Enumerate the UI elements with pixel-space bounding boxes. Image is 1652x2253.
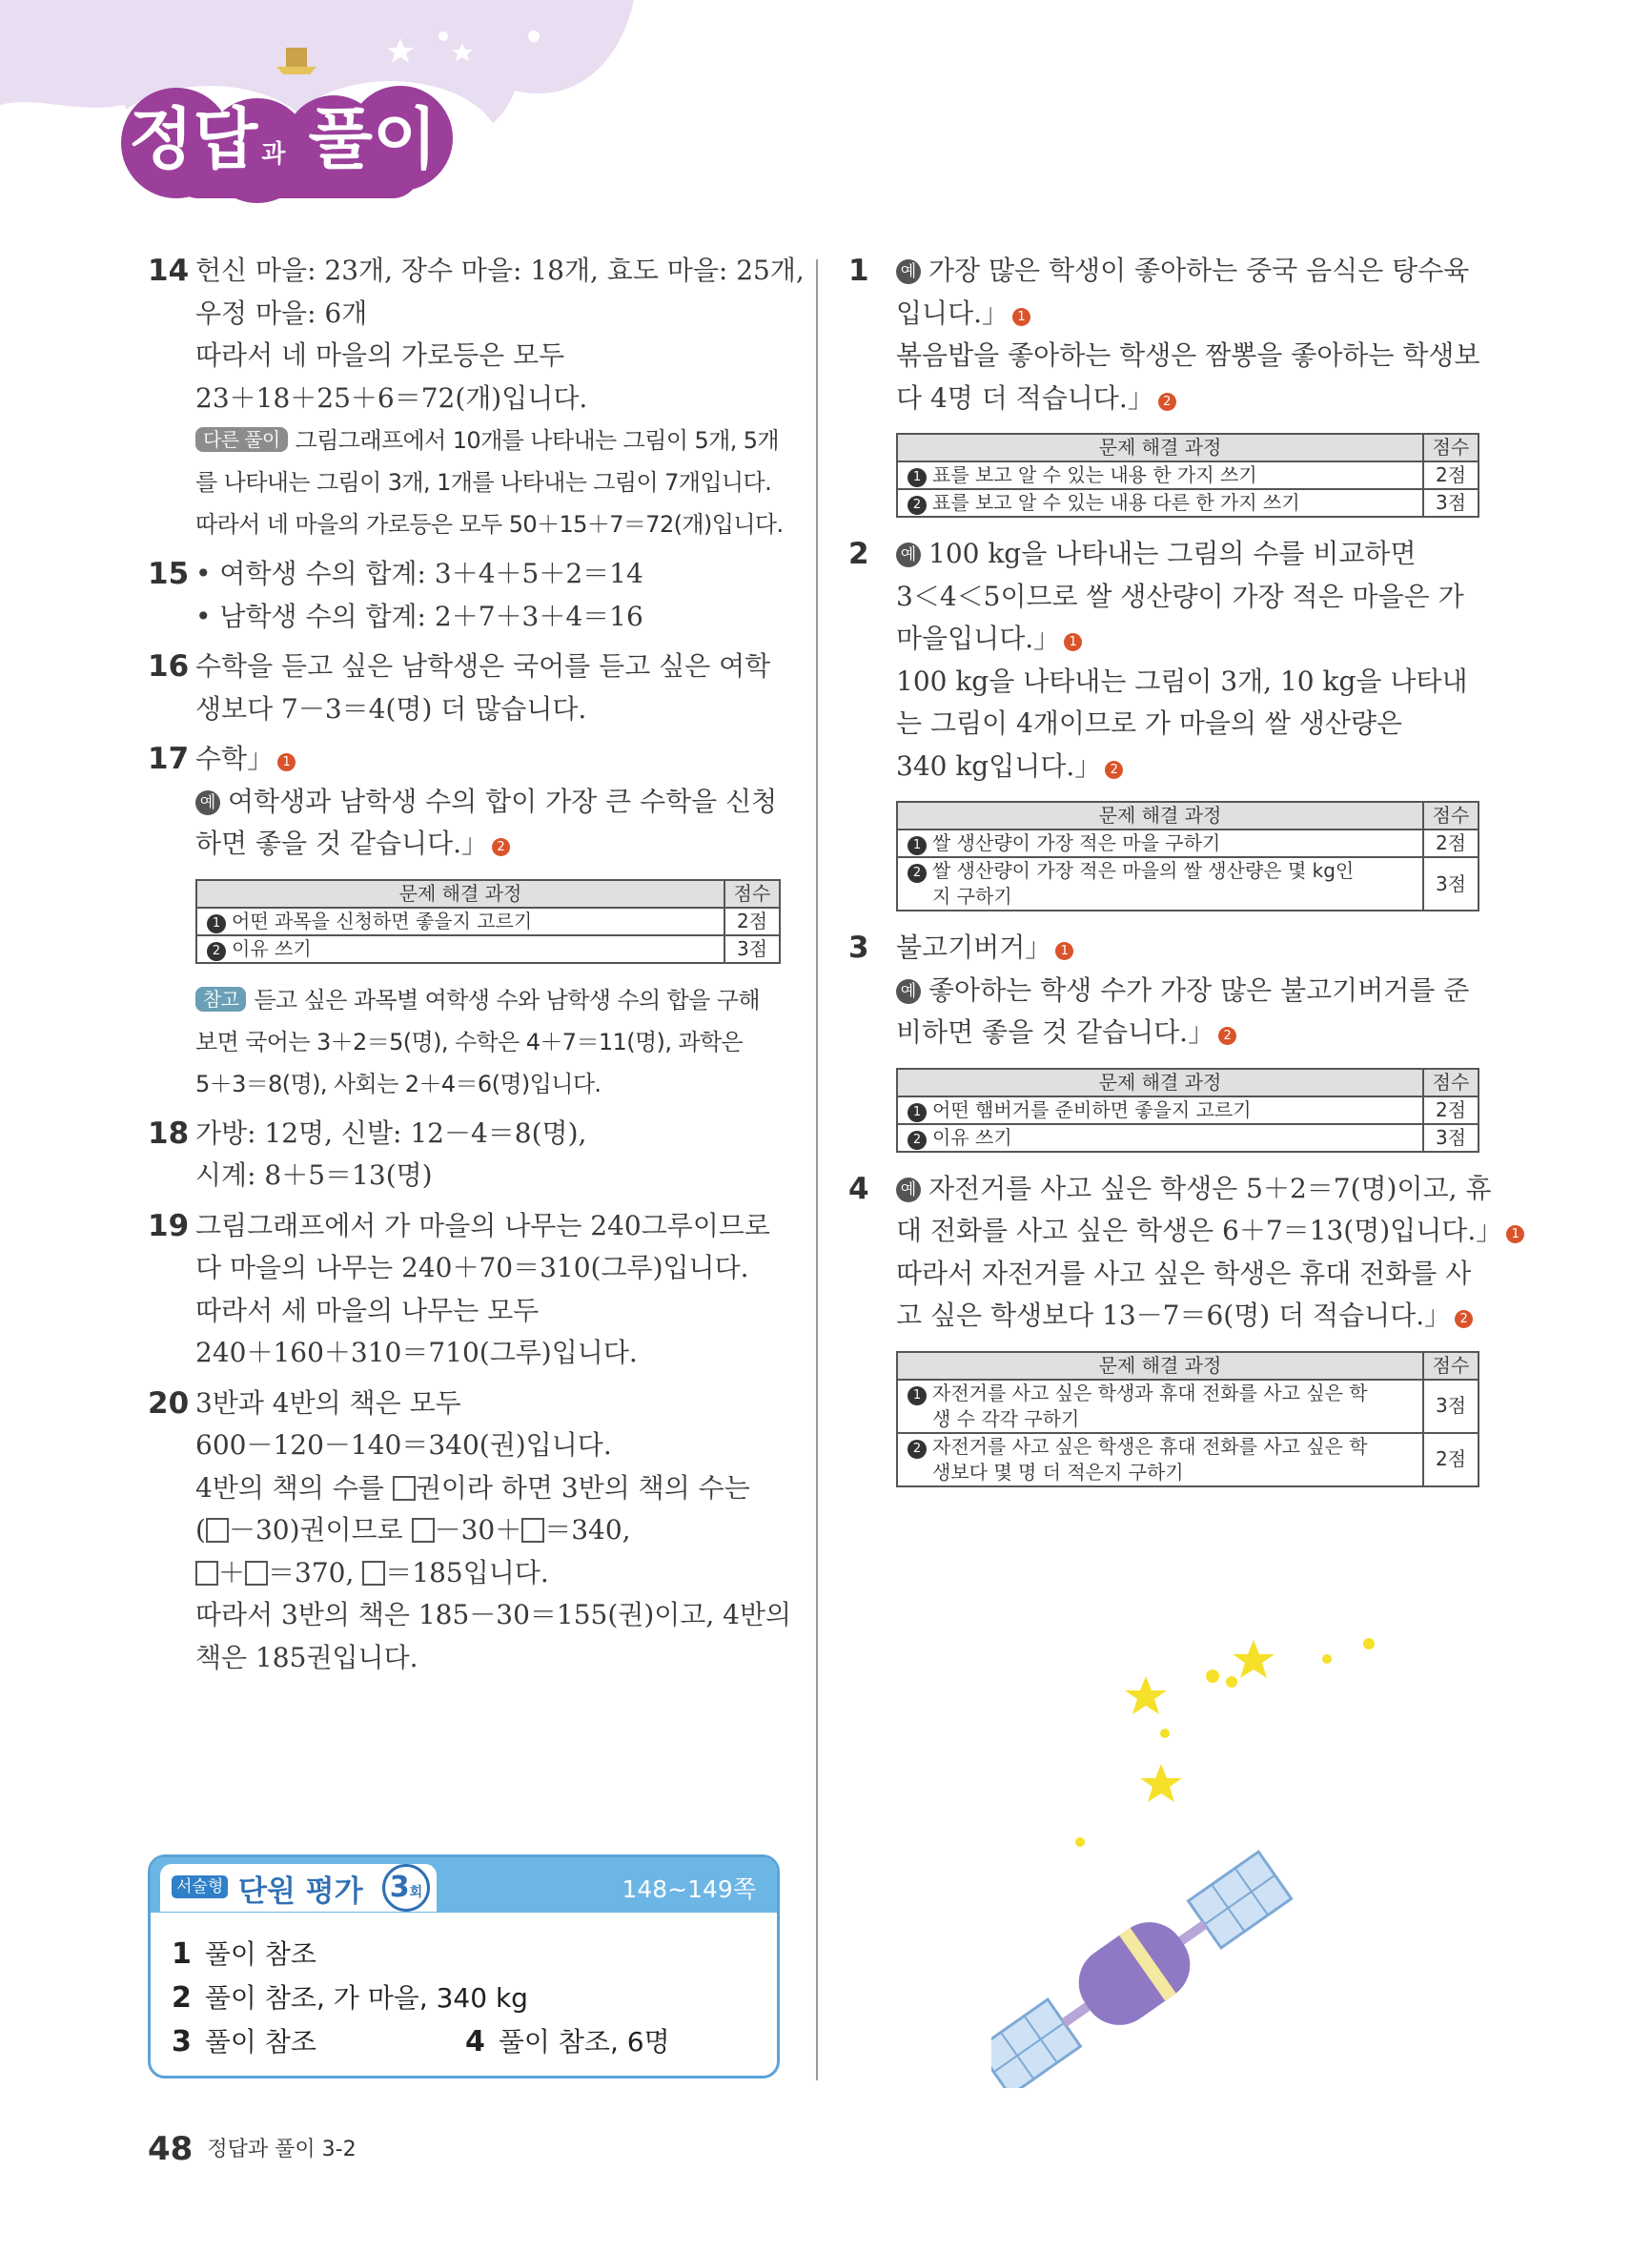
score-cell: 2점 xyxy=(1423,1433,1479,1486)
criterion-mark-1: 1 xyxy=(277,753,296,771)
unit-evaluation-header xyxy=(151,1857,777,1913)
header-process: 문제 해결 과정 xyxy=(196,880,724,908)
text: 권이라 하면 3반의 책의 수는 xyxy=(415,1471,750,1504)
answer-text: 풀이 참조, 가 마을, 340 kg xyxy=(204,1982,528,2014)
step-text: 생 수 각각 구하기 xyxy=(932,1406,1080,1430)
text: ＋ xyxy=(218,1556,246,1588)
note-line: 5＋3＝8(명), 사회는 2＋4＝6(명)입니다. xyxy=(195,1070,602,1097)
text-line: 는 그림이 4개이므로 가 마을의 쌀 생산량은 xyxy=(896,707,1403,739)
problem-16 xyxy=(148,645,785,730)
step-number-icon: 2 xyxy=(207,942,226,961)
step-number-icon: 2 xyxy=(908,1131,927,1150)
step-number-icon: 1 xyxy=(908,1103,927,1122)
round-badge xyxy=(382,1864,430,1912)
note-tag: 참고 xyxy=(195,987,246,1012)
example-icon: 예 xyxy=(896,1178,921,1202)
page-range: 148~149쪽 xyxy=(622,1875,756,1903)
step-text: 쌀 생산량이 가장 적은 마을의 쌀 생산량은 몇 kg인 xyxy=(932,859,1355,882)
text-line xyxy=(195,1552,785,1595)
satellite-stars-decoration xyxy=(991,1583,1420,2088)
text: ＝370, xyxy=(268,1556,363,1588)
text-line xyxy=(896,250,1482,293)
page-number: 48 xyxy=(148,2130,194,2168)
text-line: 따라서 자전거를 사고 싶은 학생은 휴대 전화를 사 xyxy=(896,1257,1472,1289)
text: －30)권이므로 xyxy=(228,1514,412,1546)
unit-evaluation-box xyxy=(148,1854,780,2079)
step-text: 자전거를 사고 싶은 학생과 휴대 전화를 사고 싶은 학 xyxy=(932,1381,1368,1404)
problem-number: 3 xyxy=(848,931,869,965)
text: 그림그래프에서 10개를 나타내는 그림이 5개, 5개 xyxy=(295,427,780,454)
answer-text: 풀이 참조 xyxy=(204,1938,316,1970)
step-number-icon: 2 xyxy=(908,864,927,883)
answer-2 xyxy=(172,1977,528,2016)
text-line: 따라서 네 마을의 가로등은 모두 xyxy=(195,339,565,371)
text-line: 시계: 8＋5＝13(명) xyxy=(195,1159,433,1191)
problem-2 xyxy=(848,533,1482,911)
text-line xyxy=(896,1012,1482,1055)
text-line xyxy=(195,1467,785,1510)
score-cell: 2점 xyxy=(1423,1096,1479,1124)
blank-box xyxy=(521,1518,544,1543)
step-number-icon: 1 xyxy=(207,914,226,933)
page-footer xyxy=(148,2130,357,2168)
problem-4 xyxy=(848,1168,1519,1487)
score-cell: 2점 xyxy=(724,908,780,935)
problem-number: 2 xyxy=(848,537,869,571)
answer-number: 2 xyxy=(172,1981,192,2015)
score-cell: 3점 xyxy=(1423,489,1479,517)
problem-18 xyxy=(148,1113,785,1198)
criterion-mark-2: 2 xyxy=(1105,761,1123,779)
column-divider xyxy=(816,259,818,2080)
problem-number: 19 xyxy=(148,1208,190,1243)
text-line: 그림그래프에서 가 마을의 나무는 240그루이므로 xyxy=(195,1209,770,1241)
step-number-icon: 1 xyxy=(908,1386,927,1405)
text-line: 3＜4＜5이므로 쌀 생산량이 가장 적은 마을은 가 xyxy=(896,580,1464,612)
table-row xyxy=(897,830,1423,857)
text-line xyxy=(896,1210,1519,1253)
answer-4 xyxy=(465,2021,670,2059)
text-line: 헌신 마을: 23개, 장수 마을: 18개, 효도 마을: 25개, xyxy=(195,255,805,286)
title-end: 풀이 xyxy=(308,100,438,178)
problem-17 xyxy=(148,738,785,1105)
text: 100 kg을 나타내는 그림의 수를 비교하면 xyxy=(928,538,1417,569)
table-row xyxy=(196,935,724,963)
answer-text: 수학」 xyxy=(195,743,275,774)
text: ＝340, xyxy=(544,1514,631,1546)
text: 비하면 좋을 것 같습니다.」 xyxy=(896,1016,1215,1048)
text: 고 싶은 학생보다 13－7＝6(명) 더 적습니다.」 xyxy=(896,1300,1452,1331)
text-line: 따라서 세 마을의 나무는 모두 xyxy=(195,1294,540,1326)
step-number-icon: 2 xyxy=(908,496,927,515)
problem-19 xyxy=(148,1205,785,1375)
problem-number: 14 xyxy=(148,254,190,288)
note-line: 보면 국어는 3＋2＝5(명), 수학은 4＋7＝11(명), 과학은 xyxy=(195,1028,744,1055)
table-row xyxy=(897,461,1423,489)
text-line: • 여학생 수의 합계: 3＋4＋5＋2＝14 xyxy=(195,558,643,589)
title-small: 과 xyxy=(261,140,286,169)
text-line: 3반과 4반의 책은 모두 xyxy=(195,1386,461,1419)
step-text: 생보다 몇 명 더 적은지 구하기 xyxy=(932,1460,1184,1484)
table-row xyxy=(897,1433,1423,1486)
alt-solution-tag: 다른 풀이 xyxy=(195,427,288,452)
text-line xyxy=(896,746,1482,789)
step-text: 쌀 생산량이 가장 적은 마을 구하기 xyxy=(932,831,1221,854)
table-row xyxy=(196,908,724,935)
text-line: • 남학생 수의 합계: 2＋7＋3＋4＝16 xyxy=(195,600,643,632)
alt-solution-line: 따라서 네 마을의 가로등은 모두 50＋15＋7＝72(개)입니다. xyxy=(195,511,784,538)
round-number: 3 xyxy=(389,1871,410,1904)
problem-1 xyxy=(848,250,1482,518)
example-icon: 예 xyxy=(195,790,220,815)
header-score: 점수 xyxy=(1423,802,1479,830)
right-column xyxy=(848,250,1519,1503)
text-line xyxy=(896,1168,1492,1211)
text-line xyxy=(195,823,785,866)
problem-20 xyxy=(148,1383,792,1680)
text: 하면 좋을 것 같습니다.」 xyxy=(195,828,489,859)
alt-solution-line: 를 나타내는 그림이 3개, 1개를 나타내는 그림이 7개입니다. xyxy=(195,469,772,496)
score-cell: 3점 xyxy=(724,935,780,963)
table-row xyxy=(897,857,1423,911)
header-score: 점수 xyxy=(724,880,780,908)
text: 340 kg입니다.」 xyxy=(896,749,1102,782)
text: －30＋ xyxy=(434,1514,522,1546)
text: 좋아하는 학생 수가 가장 많은 불고기버거를 준 xyxy=(928,973,1470,1006)
text-line: 따라서 3반의 책은 185－30＝155(권)이고, 4반의 xyxy=(195,1599,792,1630)
scoring-table xyxy=(896,433,1479,518)
blank-box xyxy=(245,1561,268,1586)
text: 듣고 싶은 과목별 여학생 수와 남학생 수의 합을 구해 xyxy=(254,986,760,1014)
text-line xyxy=(896,618,1482,661)
text-line: 600－120－140＝340(권)입니다. xyxy=(195,1429,612,1461)
blank-box xyxy=(195,1561,218,1586)
header-score: 점수 xyxy=(1423,1069,1479,1096)
answer-text: 풀이 참조 xyxy=(204,2026,316,2058)
header-process: 문제 해결 과정 xyxy=(897,802,1423,830)
table-row xyxy=(897,1380,1423,1433)
alt-solution-line xyxy=(195,420,785,461)
scoring-table xyxy=(896,801,1479,911)
text: 마을입니다.」 xyxy=(896,623,1061,654)
text-line: 100 kg을 나타내는 그림이 3개, 10 kg을 나타내 xyxy=(896,665,1468,697)
problem-number: 1 xyxy=(848,254,869,288)
score-cell: 3점 xyxy=(1423,1380,1479,1433)
answer-3 xyxy=(172,2021,316,2059)
text-line: 23＋18＋25＋6＝72(개)입니다. xyxy=(195,381,588,414)
text-line: 볶음밥을 좋아하는 학생은 짬뽕을 좋아하는 학생보 xyxy=(896,339,1480,371)
step-text: 이유 쓰기 xyxy=(232,936,312,960)
problem-number: 4 xyxy=(848,1171,869,1206)
problem-number: 16 xyxy=(148,649,190,684)
answer-text: 불고기버거」 xyxy=(896,932,1052,963)
score-cell: 2점 xyxy=(1423,830,1479,857)
header-process: 문제 해결 과정 xyxy=(897,1069,1423,1096)
note-line xyxy=(195,979,785,1021)
text: 대 전화를 사고 싶은 학생은 6＋7＝13(명)입니다.」 xyxy=(896,1215,1503,1246)
blank-box xyxy=(362,1561,385,1586)
text-line: 다 마을의 나무는 240＋70＝310(그루)입니다. xyxy=(195,1252,749,1283)
answer-number: 3 xyxy=(172,2025,192,2058)
step-text: 어떤 햄버거를 준비하면 좋을지 고르기 xyxy=(932,1097,1252,1121)
header-process: 문제 해결 과정 xyxy=(897,434,1423,461)
scoring-table xyxy=(896,1351,1479,1487)
title-main: 정답 xyxy=(129,100,258,178)
problem-number: 20 xyxy=(148,1385,190,1421)
example-icon: 예 xyxy=(896,979,921,1004)
table-row xyxy=(897,1096,1423,1124)
text-line: 생보다 7－3＝4(명) 더 많습니다. xyxy=(195,692,587,725)
problem-number: 17 xyxy=(148,742,190,776)
text-line xyxy=(195,1509,785,1552)
criterion-mark-2: 2 xyxy=(1158,393,1176,411)
footer-text: 정답과 풀이 3-2 xyxy=(207,2138,357,2161)
blank-box xyxy=(393,1476,416,1501)
header-score: 점수 xyxy=(1423,1352,1479,1380)
score-cell: 3점 xyxy=(1423,1124,1479,1152)
text: 여학생과 남학생 수의 합이 가장 큰 수학을 신청 xyxy=(228,785,778,817)
criterion-mark-2: 2 xyxy=(492,838,510,856)
blank-box xyxy=(412,1518,435,1543)
problem-15 xyxy=(148,553,785,638)
criterion-mark-1: 1 xyxy=(1055,942,1073,960)
text-line xyxy=(896,1295,1482,1338)
criterion-mark-2: 2 xyxy=(1218,1027,1236,1045)
step-text: 어떤 과목을 신청하면 좋을지 고르기 xyxy=(232,909,533,932)
scoring-table xyxy=(896,1068,1479,1153)
answer-1 xyxy=(172,1934,316,1972)
problem-number: 15 xyxy=(148,557,190,591)
text-line xyxy=(896,378,1482,420)
left-column xyxy=(148,250,805,1687)
problem-14 xyxy=(148,250,805,545)
header-title xyxy=(129,86,438,182)
step-text: 지 구하기 xyxy=(932,885,1012,908)
answer-number: 1 xyxy=(172,1937,192,1971)
unit-title-tab xyxy=(160,1864,437,1912)
table-row xyxy=(897,489,1423,517)
header-score: 점수 xyxy=(1423,434,1479,461)
step-text: 이유 쓰기 xyxy=(932,1125,1012,1149)
text-line xyxy=(195,781,785,824)
step-text: 표를 보고 알 수 있는 내용 다른 한 가지 쓰기 xyxy=(932,491,1300,514)
problem-3 xyxy=(848,927,1482,1153)
answer-line xyxy=(896,927,1482,970)
text-line: 240＋160＋310＝710(그루)입니다. xyxy=(195,1337,638,1368)
score-cell: 3점 xyxy=(1423,857,1479,911)
essay-badge: 서술형 xyxy=(172,1875,228,1898)
unit-title: 단원 평가 xyxy=(238,1874,363,1909)
text-line: 우정 마을: 6개 xyxy=(195,297,368,329)
text-line xyxy=(896,533,1482,576)
answer-number: 4 xyxy=(465,2025,485,2058)
step-number-icon: 1 xyxy=(908,468,927,487)
text: 4반의 책의 수를 xyxy=(195,1471,393,1504)
criterion-mark-1: 1 xyxy=(1064,633,1082,651)
step-text: 표를 보고 알 수 있는 내용 한 가지 쓰기 xyxy=(932,463,1257,486)
score-cell: 2점 xyxy=(1423,461,1479,489)
text: ＝185입니다. xyxy=(385,1556,549,1588)
text-line xyxy=(896,293,1482,336)
blank-box xyxy=(206,1518,229,1543)
text: 자전거를 사고 싶은 학생은 5＋2＝7(명)이고, 휴 xyxy=(928,1172,1492,1204)
step-number-icon: 2 xyxy=(908,1440,927,1459)
text: 입니다.」 xyxy=(896,297,1010,329)
answer-line xyxy=(195,738,785,781)
example-icon: 예 xyxy=(896,259,921,284)
header-process: 문제 해결 과정 xyxy=(897,1352,1423,1380)
round-suffix: 회 xyxy=(409,1885,423,1900)
text: 가장 많은 학생이 좋아하는 중국 음식은 탕수육 xyxy=(928,255,1470,286)
step-text: 자전거를 사고 싶은 학생은 휴대 전화를 사고 싶은 학 xyxy=(932,1434,1368,1458)
problem-number: 18 xyxy=(148,1116,190,1151)
criterion-mark-1: 1 xyxy=(1012,308,1030,326)
criterion-mark-2: 2 xyxy=(1455,1310,1473,1328)
answer-text: 풀이 참조, 6명 xyxy=(498,2026,670,2058)
text-line: 책은 185권입니다. xyxy=(195,1641,418,1673)
criterion-mark-1: 1 xyxy=(1506,1225,1524,1243)
scoring-table xyxy=(195,879,781,964)
text-line xyxy=(896,970,1482,1013)
text-line: 수학을 듣고 싶은 남학생은 국어를 듣고 싶은 여학 xyxy=(195,650,771,682)
example-icon: 예 xyxy=(896,543,921,567)
text: 다 4명 더 적습니다.」 xyxy=(896,381,1154,414)
text-line: 가방: 12명, 신발: 12－4＝8(명), xyxy=(195,1116,587,1149)
text: ( xyxy=(195,1514,206,1546)
table-row xyxy=(897,1124,1423,1152)
step-number-icon: 1 xyxy=(908,836,927,855)
